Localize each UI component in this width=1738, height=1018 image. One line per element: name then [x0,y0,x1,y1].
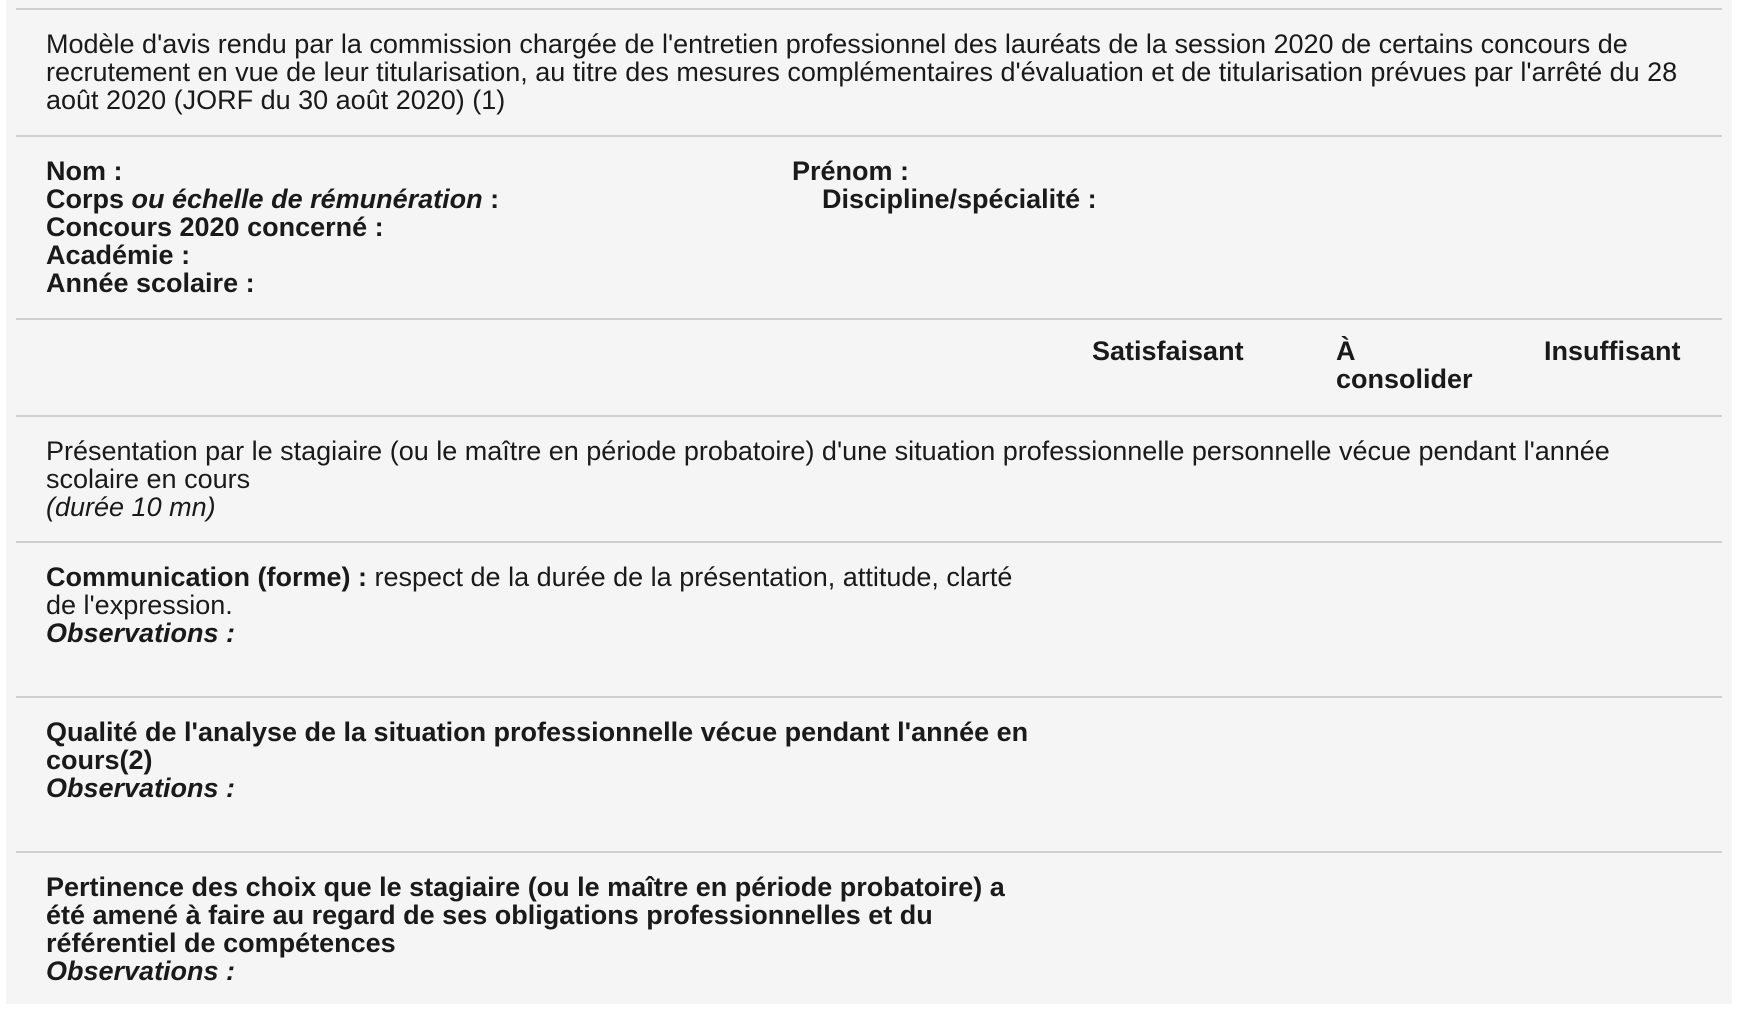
identity-right [792,157,1097,213]
divider-top [16,8,1722,10]
rating-insuffisant: Insuffisant [1544,336,1681,366]
criterion-title-cont: cours(2) [46,745,153,775]
divider-after-ratings [16,415,1722,417]
criterion-title: Pertinence des choix que le stagiaire (ou le maître en période probatoire) a [46,872,1005,902]
observations-label: Observations : [46,773,236,803]
criterion-title-cont: été amené à faire au regard de ses obligations professionnelles et du [46,900,933,930]
discipline-label: Discipline/spécialité : [822,184,1097,214]
presentation-line2: scolaire en cours [46,464,251,494]
observations-label: Observations : [46,956,236,986]
form-page [6,0,1732,1004]
criterion-title: Communication (forme) : [46,562,367,592]
criterion-description-cont: de l'expression. [46,590,233,620]
divider-after-criterion-2 [16,851,1722,853]
concours-label: Concours 2020 concerné : [46,212,384,242]
rating-a-consolider: À consolider [1336,336,1473,394]
intro-paragraph: Modèle d'avis rendu par la commission chargée de l'entretien professionnel des lauréats de la session 2020 de certains concours de recrutement en vue de leur titularisation, au titre des mesures complémentaires d'évaluation et de titularisation prévues par l'arrêté du 28 août 2020 (JORF du 30 août 2020) (1) [46,29,1678,115]
criterion-title-cont: référentiel de compétences [46,928,396,958]
criterion-analyse [46,718,1028,802]
annee-label: Année scolaire : [46,268,255,298]
divider-after-criterion-1 [16,696,1722,698]
rating-satisfaisant: Satisfaisant [1092,336,1244,366]
nom-label: Nom : [46,156,123,186]
presentation-block [46,437,1610,521]
observations-label: Observations : [46,618,236,648]
divider-after-presentation [16,541,1722,543]
prenom-label: Prénom : [792,156,910,186]
presentation-line1: Présentation par le stagiaire (ou le maître en période probatoire) d'une situation professionnelle personnelle vécue pendant l'année [46,436,1610,466]
corps-italic: ou échelle de rémunération [131,184,483,214]
criterion-title: Qualité de l'analyse de la situation professionnelle vécue pendant l'année en [46,717,1029,747]
divider-after-identity [16,318,1722,320]
academie-label: Académie : [46,240,191,270]
divider-after-intro [16,135,1722,137]
criterion-pertinence [46,873,1005,985]
criterion-communication [46,563,1012,647]
criterion-description: respect de la durée de la présentation, attitude, clarté [367,562,1013,592]
identity-left [46,157,499,297]
presentation-duration: (durée 10 mn) [46,492,216,522]
corps-label: Corps ou échelle de rémunération : [46,184,500,214]
